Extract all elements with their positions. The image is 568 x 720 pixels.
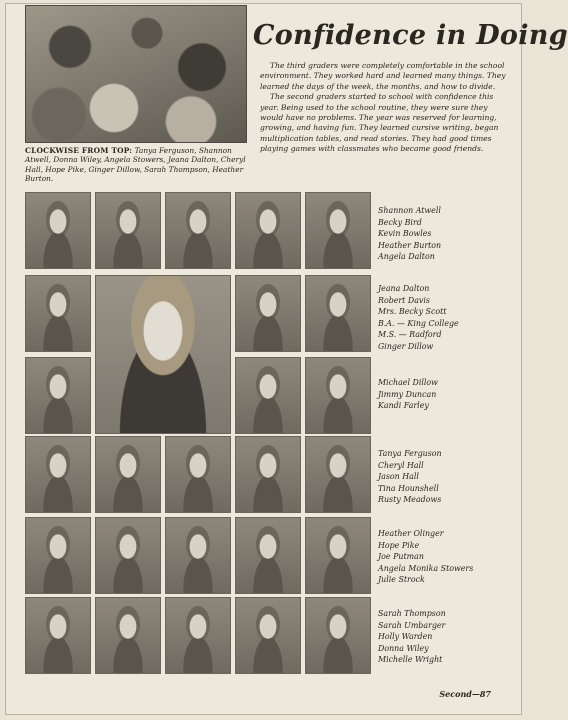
name-line: Sarah Thompson	[378, 609, 446, 618]
name-group-5	[378, 528, 518, 586]
photo-caption	[25, 146, 251, 184]
student-portrait	[95, 192, 161, 269]
student-portrait	[165, 597, 231, 674]
name-line: Jason Hall	[378, 472, 419, 482]
student-portrait	[305, 517, 371, 594]
name-line: Kandi Farley	[378, 401, 429, 411]
student-portrait	[235, 597, 301, 674]
student-portrait	[25, 192, 91, 269]
name-line: Rusty Meadows	[378, 495, 442, 505]
yearbook-page	[5, 3, 568, 715]
name-line: Ginger Dillow	[378, 341, 434, 351]
name-line: Angela Dalton	[378, 252, 435, 262]
name-line: Mrs. Becky Scott	[378, 307, 447, 317]
student-portrait	[235, 517, 301, 594]
student-portrait	[25, 275, 91, 352]
name-line: Becky Bird	[378, 217, 422, 227]
student-portrait	[235, 275, 301, 352]
name-line: Shannon Atwell	[378, 206, 441, 215]
name-line: Angela Monika Stowers	[378, 563, 474, 573]
student-portrait	[25, 517, 91, 594]
name-group-3	[378, 377, 518, 412]
name-line: Robert Davis	[378, 295, 430, 305]
student-portrait	[305, 192, 371, 269]
name-line: Jimmy Duncan	[378, 389, 437, 399]
name-group-1	[378, 205, 518, 263]
caption-lead: CLOCKWISE FROM TOP:	[25, 146, 133, 155]
teacher-portrait	[95, 275, 231, 434]
student-portrait	[25, 597, 91, 674]
caption-names: Tanya Ferguson, Shannon Atwell, Donna Wiley, Angela Stowers, Jeana Dalton, Cheryl Hall, Hope Pike, Ginger Dillow, Sarah Thompson, Heather Burton.	[25, 146, 246, 184]
name-line: Michelle Wright	[378, 655, 443, 665]
name-line: Holly Warden	[378, 632, 433, 642]
student-portrait	[25, 357, 91, 434]
body-text	[260, 61, 508, 155]
paragraph-third-grade: The third graders were completely comfortable in the school environment. They worked hard and learned many things. They learned the days of the week, the months, and how to divide.	[260, 61, 506, 91]
name-line: Donna Wiley	[378, 643, 429, 653]
classroom-photo	[25, 5, 247, 143]
student-portrait	[95, 597, 161, 674]
student-portrait	[165, 517, 231, 594]
name-line: Heather Burton	[378, 240, 442, 250]
name-group-2	[378, 283, 518, 353]
name-line: Sarah Umbarger	[378, 620, 446, 630]
student-portrait	[235, 357, 301, 434]
page-number: Second—87	[439, 689, 491, 699]
student-portrait	[305, 436, 371, 513]
name-line: Heather Olinger	[378, 529, 444, 538]
name-group-4	[378, 448, 518, 506]
student-portrait	[25, 436, 91, 513]
name-group-6	[378, 608, 518, 666]
name-line: Michael Dillow	[378, 378, 438, 387]
student-portrait	[305, 275, 371, 352]
name-line: Hope Pike	[378, 540, 420, 550]
student-portrait	[305, 597, 371, 674]
student-portrait	[235, 436, 301, 513]
name-line: Joe Putman	[378, 552, 424, 562]
name-line: Tanya Ferguson	[378, 449, 442, 458]
paragraph-second-grade: The second graders started to school with confidence this year. Being used to the school routine, they were sure they would have no problems. The year was reserved for learning, growing, and having fun. They learned cursive writing, began multiplication tables, and read stories. They had good times playing games with classmates who became good friends.	[260, 92, 499, 154]
page-title: Confidence in Doing	[253, 20, 568, 51]
name-line: Kevin Bowles	[378, 229, 432, 239]
name-line: Tina Hounshell	[378, 483, 439, 493]
student-portrait	[165, 436, 231, 513]
student-portrait	[235, 192, 301, 269]
name-line: Julie Strock	[378, 575, 425, 585]
name-line: B.A. — King College	[378, 318, 459, 328]
student-portrait	[305, 357, 371, 434]
name-line: M.S. — Radford	[378, 330, 442, 340]
name-line: Jeana Dalton	[378, 284, 430, 293]
name-line: Cheryl Hall	[378, 460, 424, 470]
student-portrait	[165, 192, 231, 269]
student-portrait	[95, 436, 161, 513]
student-portrait	[95, 517, 161, 594]
